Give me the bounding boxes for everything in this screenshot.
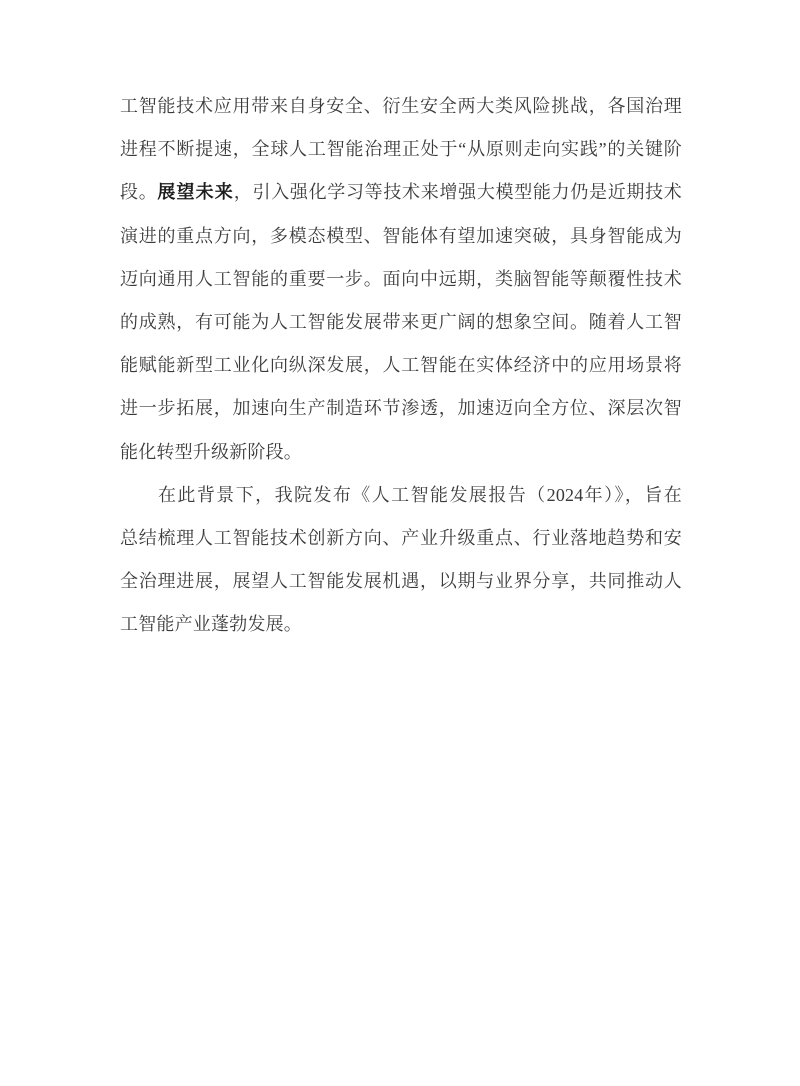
text-line: [120, 128, 682, 171]
text-segment: ，引入强化学习等技术来增强大模型能力仍是近期技术: [233, 182, 682, 203]
paragraph-outlook: [120, 85, 682, 474]
body-text: [120, 85, 682, 646]
text-segment: 能化转型升级新阶段。: [120, 441, 302, 462]
text-line: [120, 517, 682, 560]
text-segment: 进程不断提速，全球人工智能治理正处于“从原则走向实践”的关键阶: [120, 139, 682, 160]
text-segment: 总结梳理人工智能技术创新方向、产业升级重点、行业落地趋势和安: [120, 527, 682, 548]
paragraph-report-announcement: [120, 474, 682, 647]
text-line: [120, 603, 682, 646]
text-segment: 演进的重点方向，多模态模型、智能体有望加速突破，具身智能成为: [120, 225, 682, 246]
text-line: [120, 474, 682, 517]
text-segment: 的成熟，有可能为人工智能发展带来更广阔的想象空间。随着人工智: [120, 311, 682, 332]
text-segment: 全治理进展，展望人工智能发展机遇，以期与业界分享，共同推动人: [120, 571, 682, 592]
text-line: [120, 431, 682, 474]
text-segment: 在此背景下，我院发布《人工智能发展报告（2024年）》，旨在: [158, 484, 682, 505]
text-segment: 工智能技术应用带来自身安全、衍生安全两大类风险挑战，各国治理: [120, 96, 682, 116]
text-line: [120, 171, 682, 214]
text-segment: 迈向通用人工智能的重要一步。面向中远期，类脑智能等颠覆性技术: [120, 268, 682, 289]
text-segment: 工智能产业蓬勃发展。: [120, 614, 302, 635]
text-line: [120, 560, 682, 603]
text-line: [120, 258, 682, 301]
emphasis-text: 展望未来: [157, 182, 234, 203]
text-segment: 段。: [120, 182, 158, 203]
text-segment: 能赋能新型工业化向纵深发展，人工智能在实体经济中的应用场景将: [120, 355, 682, 376]
text-line: [120, 387, 682, 430]
text-line: [120, 215, 682, 258]
text-segment: 进一步拓展，加速向生产制造环节渗透，加速迈向全方位、深层次智: [120, 398, 682, 419]
text-line: [120, 344, 682, 387]
text-line: [120, 85, 682, 128]
text-line: [120, 301, 682, 344]
